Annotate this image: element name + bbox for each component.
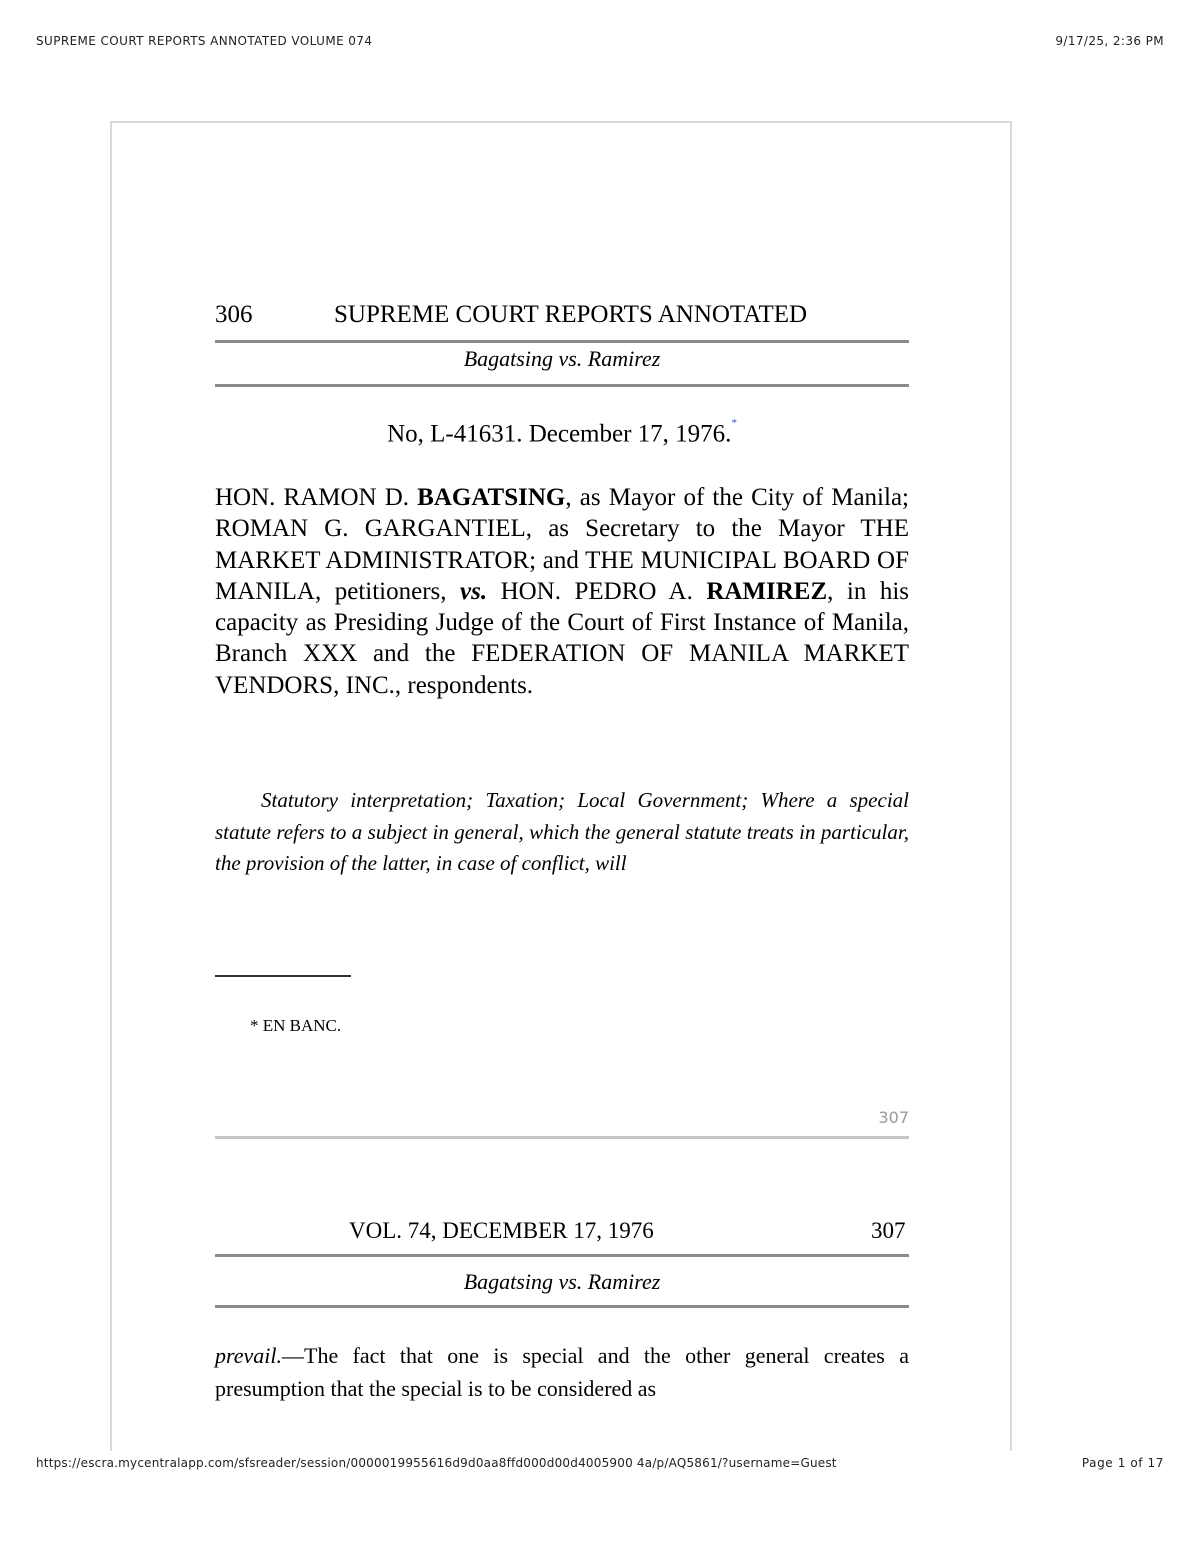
- footnote-link[interactable]: *: [731, 417, 737, 429]
- print-header: [36, 34, 1164, 50]
- parties-text: HON. PEDRO A.: [487, 577, 707, 605]
- print-header-title: SUPREME COURT REPORTS ANNOTATED VOLUME 074: [36, 34, 373, 48]
- syllabus: Statutory interpretation; Taxation; Local Government; Where a special statute refers to a subject in general, which the general statute treats in particular, the provision of the latter, in case of conflict, will: [215, 788, 909, 875]
- case-subtitle: Bagatsing vs. Ramirez: [463, 346, 661, 371]
- running-title-307: VOL. 74, DECEMBER 17, 1976: [349, 1218, 654, 1243]
- body-text: —The fact that one is special and the other general creates a presumption that the special is to be considered as: [215, 1343, 909, 1401]
- footnote: * EN BANC.: [250, 1016, 342, 1035]
- petitioner-name: BAGATSING: [417, 484, 566, 511]
- respondent-name: RAMIREZ: [706, 577, 828, 605]
- parties-text: , in his capacity as Presiding Judge of the Court of First Instance of Manila, Branch XXX and the FEDERATION OF MANILA MARKET VENDORS, INC., respondents.: [215, 577, 909, 699]
- body-paragraph: [215, 1339, 909, 1405]
- page-number-307: 307: [871, 1218, 906, 1243]
- print-footer: [36, 1456, 1164, 1472]
- parties-text: HON. RAMON D.: [215, 484, 418, 511]
- running-title: SUPREME COURT REPORTS ANNOTATED: [334, 301, 808, 328]
- print-header-timestamp: 9/17/25, 2:36 PM: [1055, 34, 1164, 48]
- body-italic-lead: prevail.: [215, 1343, 282, 1368]
- case-number: [215, 414, 909, 449]
- page-break-rule: [215, 1136, 909, 1139]
- parties-text: , as Mayor of the City of Manila; ROMAN G. GARGANTIEL, as Secretary to the Mayor THE MARKET ADMINISTRATOR; and THE MUNICIPAL BOARD OF MANILA, petitioners,: [215, 484, 909, 605]
- case-subtitle-307: Bagatsing vs. Ramirez: [463, 1269, 661, 1294]
- versus: vs.: [460, 577, 488, 605]
- subtitle-rule: [215, 384, 909, 387]
- print-footer-page: Page 1 of 17: [1081, 1456, 1164, 1470]
- footnote-rule: [215, 975, 351, 977]
- case-number-text: No, L-41631. December 17, 1976.: [387, 420, 732, 448]
- page-number-306: 306: [215, 301, 253, 328]
- header-rule-307: [215, 1254, 909, 1257]
- subtitle-rule-307: [215, 1305, 909, 1308]
- print-footer-url: https://escra.mycentralapp.com/sfsreader/session/0000019955616d9d0aa8ffd000d00d4005900 4a/p/AQ5861/?username=Guest: [36, 1456, 837, 1470]
- case-parties: [215, 482, 909, 701]
- page-number-marker: 307: [878, 1108, 909, 1127]
- header-rule: [215, 340, 909, 343]
